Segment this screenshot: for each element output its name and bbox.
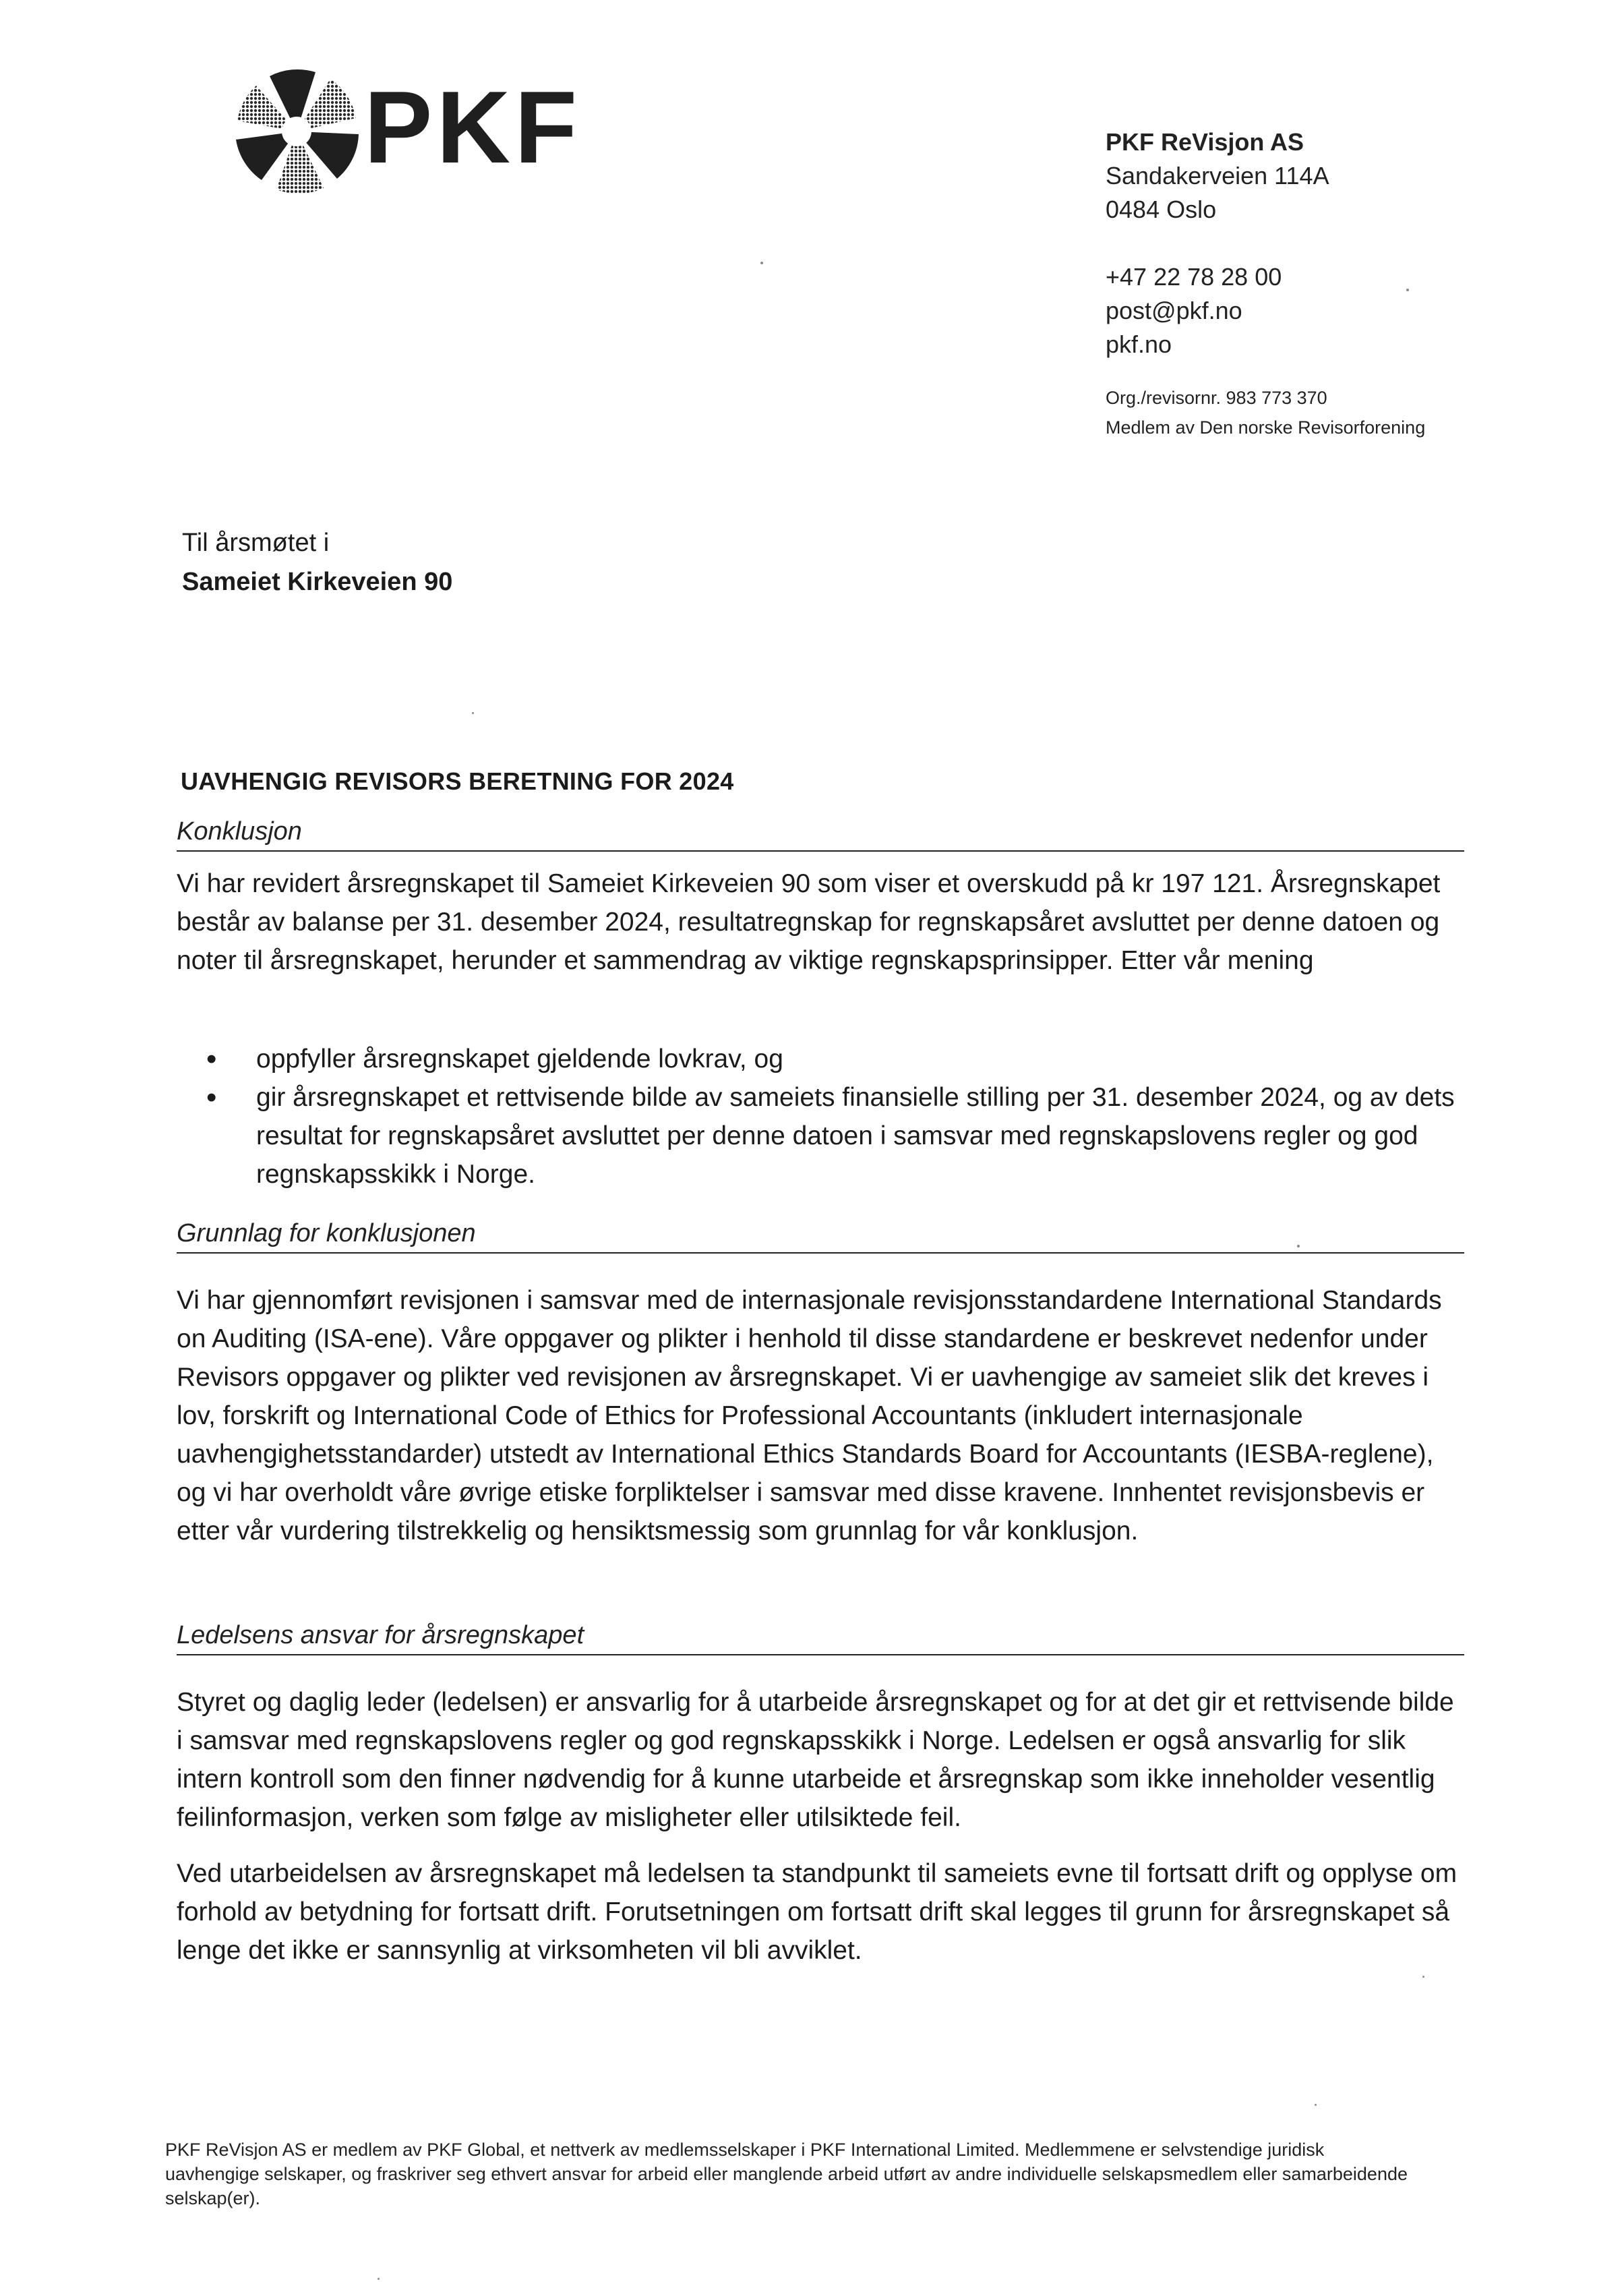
list-item: • oppfyller årsregnskapet gjeldende lovkrav, og: [202, 1040, 1470, 1078]
sender-org-number: Org./revisornr. 983 773 370: [1106, 388, 1327, 408]
scan-speck: [472, 712, 474, 714]
paragraph-grunnlag: Vi har gjennomført revisjonen i samsvar med de internasjonale revisjonsstandardene International Standards on Auditing (ISA-ene). Våre oppgaver og plikter i henhold til disse standardene er beskrevet nedenfor under Revisors oppgaver og plikter ved revisjonen av årsregnskapet. Vi er uavhengige av sameiet slik det kreves i lov, forskrift og International Code of Ethics for Professional Accountants (inkludert internasjonale uavhengighetsstandarder) utstedt av International Ethics Standards Board for Accountants (IESBA-reglene), og vi har overholdt våre øvrige etiske forpliktelser i samsvar med disse kravene. Innhentet revisjonsbevis er etter vår vurdering tilstrekkelig og hensiktsmessig som grunnlag for vår konklusjon.: [177, 1286, 1442, 1546]
heading-grunnlag: Grunnlag for konklusjonen: [177, 1219, 1464, 1254]
addressee-line2: Sameiet Kirkeveien 90: [182, 568, 453, 596]
scan-speck: [1315, 2104, 1317, 2106]
sender-name: PKF ReVisjon AS: [1106, 128, 1304, 156]
heading-ledelsens-ansvar: Ledelsens ansvar for årsregnskapet: [177, 1621, 1464, 1655]
paragraph-ledelsens-2: Ved utarbeidelsen av årsregnskapet må ledelsen ta standpunkt til sameiets evne til fortsatt drift og opplyse om forhold av betydning for fortsatt drift. Forutsetningen om fortsatt drift skal legges til grunn for årsregnskapet så lenge det ikke er sannsynlig at virksomheten vil bli avviklet.: [177, 1859, 1457, 1965]
report-title: UAVHENGIG REVISORS BERETNING FOR 2024: [181, 767, 734, 795]
pkf-logo-text: PKF: [364, 70, 581, 185]
sender-block: [1106, 125, 1577, 442]
paragraph-konklusjon: Vi har revidert årsregnskapet til Sameiet Kirkeveien 90 som viser et overskudd på kr 197 121. Årsregnskapet består av balanse per 31. desember 2024, resultatregnskap for regnskapsåret avsluttet per denne datoen og noter til årsregnskapet, herunder et sammendrag av viktige regnskapsprinsipper. Etter vår mening: [177, 869, 1441, 975]
sender-city: 0484 Oslo: [1106, 196, 1217, 223]
sender-street: Sandakerveien 114A: [1106, 162, 1329, 189]
sender-phone: +47 22 78 28 00: [1106, 263, 1282, 291]
sender-web: pkf.no: [1106, 330, 1172, 358]
sender-email: post@pkf.no: [1106, 297, 1242, 324]
scan-speck: [1297, 1245, 1300, 1247]
pkf-logo: [229, 64, 607, 199]
heading-konklusjon: Konklusjon: [177, 817, 1464, 852]
paragraph-ledelsens-1: Styret og daglig leder (ledelsen) er ansvarlig for å utarbeide årsregnskapet og for at det gir et rettvisende bilde i samsvar med regnskapslovens regler og god regnskapsskikk i Norge. Ledelsen er også ansvarlig for slik intern kontroll som den finner nødvendig for å kunne utarbeide et årsregnskap som ikke inneholder vesentlig feilinformasjon, verken som følge av misligheter eller utilsiktede feil.: [177, 1688, 1454, 1832]
addressee-block: [182, 523, 452, 601]
footer-disclaimer: PKF ReVisjon AS er medlem av PKF Global, et nettverk av medlemsselskaper i PKF International Limited. Medlemmene er selvstendige juridisk uavhengige selskaper, og fraskriver seg ethvert ansvar for arbeid eller manglende arbeid utført av andre individuelle selskapsmedlem eller samarbeidende selskap(er).: [165, 2140, 1408, 2208]
addressee-line1: Til årsmøtet i: [182, 529, 330, 557]
scan-speck: [378, 2278, 380, 2280]
sender-membership: Medlem av Den norske Revisorforening: [1106, 417, 1426, 438]
scan-speck: [1406, 289, 1409, 291]
list-item: • gir årsregnskapet et rettvisende bilde av sameiets finansielle stilling per 31. desember 2024, og av dets resultat for regnskapsåret avsluttet per denne datoen i samsvar med regnskapslovens regler og god regnskapsskikk i Norge.: [202, 1078, 1470, 1194]
scan-speck: [1422, 1976, 1424, 1978]
scan-speck: [760, 262, 763, 264]
pkf-logo-mark-icon: [229, 64, 364, 199]
conclusion-bullet-list: [202, 1040, 1470, 1194]
